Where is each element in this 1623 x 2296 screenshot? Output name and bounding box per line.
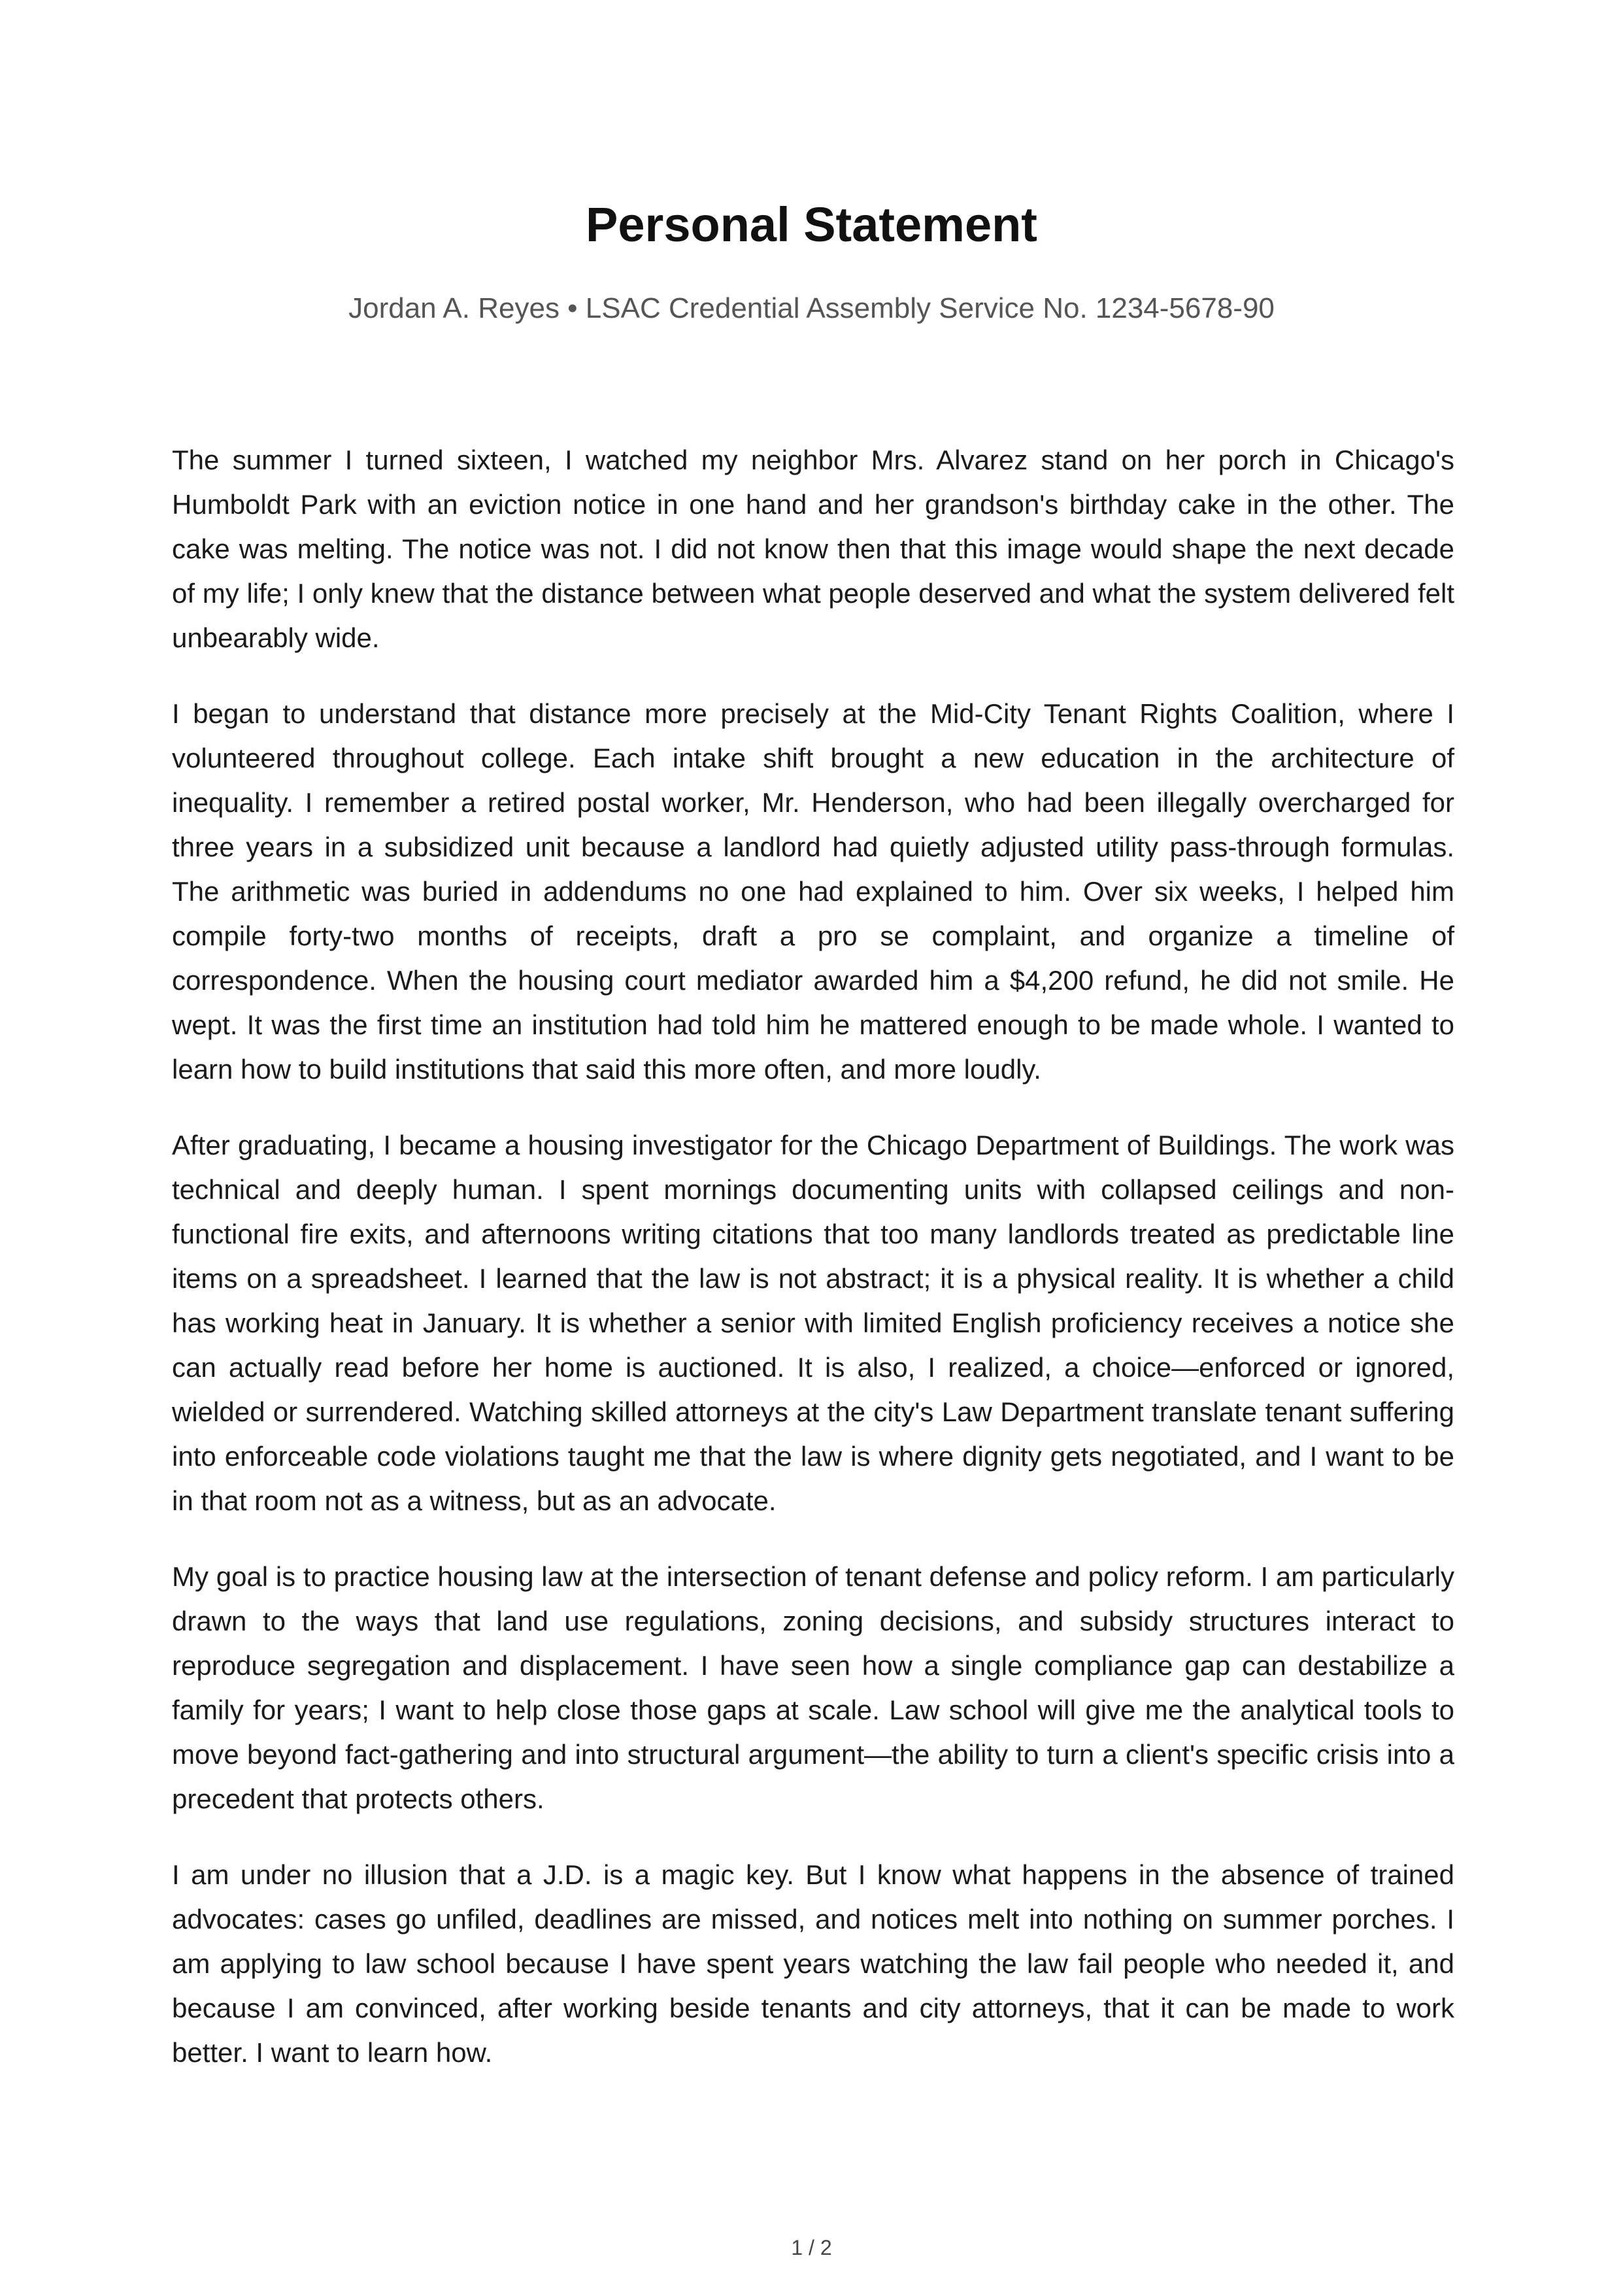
page-number: 1 / 2 [791, 2236, 832, 2259]
paragraph-1: The summer I turned sixteen, I watched my neighbor Mrs. Alvarez stand on her porch in Chicago's Humboldt Park with an eviction notice in one hand and her grandson's birthday cake in the other. The cake was melting. The notice was not. I did not know then that this image would shape the next decade of my life; I only knew that the distance between what people deserved and what the system delivered felt unbearably wide. [172, 445, 1454, 653]
paragraph-4: My goal is to practice housing law at the intersection of tenant defense and policy reform. I am particularly drawn to the ways that land use regulations, zoning decisions, and subsidy structures interact to reproduce segregation and displacement. I have seen how a single compliance gap can destabilize a family for years; I want to help close those gaps at scale. Law school will give me the analytical tools to move beyond fact-gathering and into structural argument—the ability to turn a client's specific crisis into a precedent that protects others. [172, 1561, 1454, 1814]
statement-body [172, 438, 1454, 2106]
paragraph-5: I am under no illusion that a J.D. is a magic key. But I know what happens in the absence of trained advocates: cases go unfiled, deadlines are missed, and notices melt into nothing on summer porches. I am applying to law school because I have spent years watching the law fail people who needed it, and because I am convinced, after working beside tenants and city attorneys, that it can be made to work better. I want to learn how. [172, 1859, 1454, 2068]
page-title: Personal Statement [586, 197, 1037, 252]
paragraph-2: I began to understand that distance more precisely at the Mid-City Tenant Rights Coalition, where I volunteered throughout college. Each intake shift brought a new education in the architecture of inequality. I remember a retired postal worker, Mr. Henderson, who had been illegally overcharged for three years in a subsidized unit because a landlord had quietly adjusted utility pass-through formulas. The arithmetic was buried in addendums no one had explained to him. Over six weeks, I helped him compile forty-two months of receipts, draft a pro se complaint, and organize a timeline of correspondence. When the housing court mediator awarded him a $4,200 refund, he did not smile. He wept. It was the first time an institution had told him he mattered enough to be made whole. I wanted to learn how to build institutions that said this more often, and more loudly. [172, 698, 1454, 1085]
applicant-info: Jordan A. Reyes • LSAC Credential Assembly Service No. 1234-5678-90 [348, 292, 1275, 324]
paragraph-3: After graduating, I became a housing investigator for the Chicago Department of Buildings. The work was technical and deeply human. I spent mornings documenting units with collapsed ceilings and non-functional fire exits, and afternoons writing citations that too many landlords treated as predictable line items on a spreadsheet. I learned that the law is not abstract; it is a physical reality. It is whether a child has working heat in January. It is whether a senior with limited English proficiency receives a notice she can actually read before her home is auctioned. It is also, I realized, a choice—enforced or ignored, wielded or surrendered. Watching skilled attorneys at the city's Law Department translate tenant suffering into enforceable code violations taught me that the law is where dignity gets negotiated, and I want to be in that room not as a witness, but as an advocate. [172, 1130, 1454, 1516]
